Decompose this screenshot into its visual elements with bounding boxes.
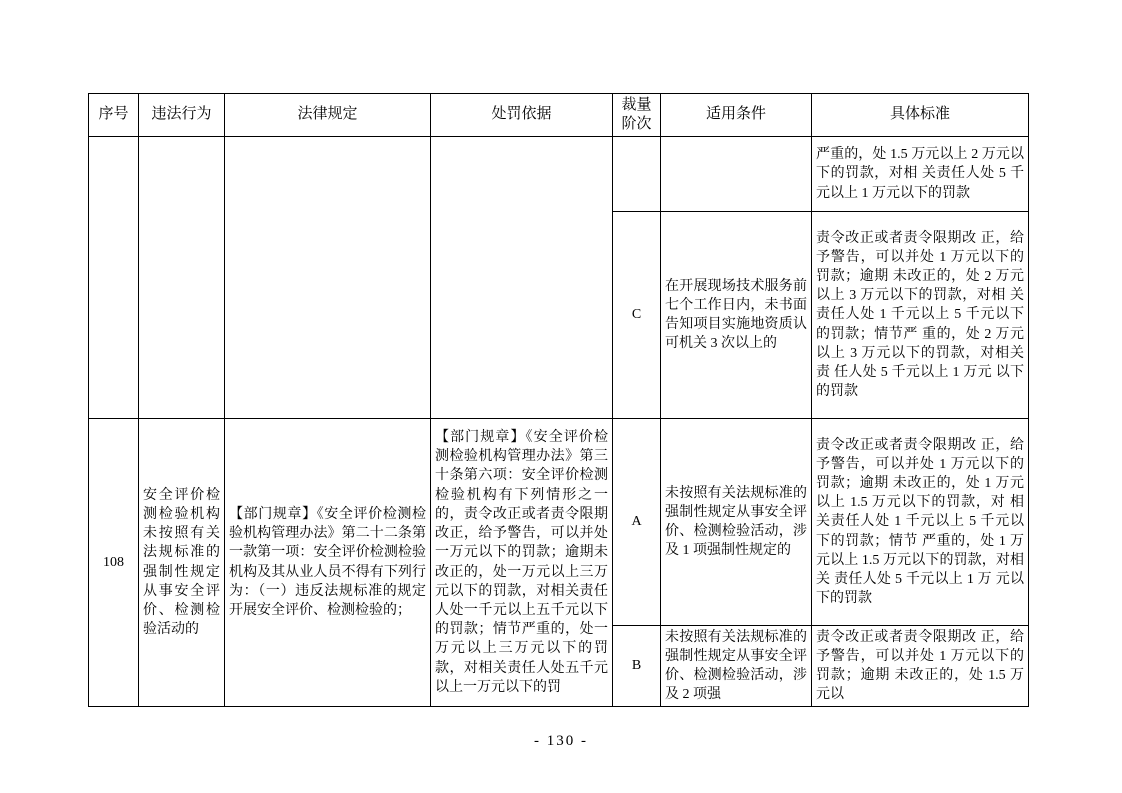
tier-c-grade-cell: C bbox=[613, 212, 661, 419]
carryover-severe-grade-cell bbox=[613, 137, 661, 212]
tier-c-standard-cell: 责令改正或者责令限期改 正，给予警告，可以并处 1 万元以下的罚款；逾期 未改正的，处 2 万元以上 3 万元以下的罚款，对相 关责任人处 1 千元以上 5 千元以下的罚款；情节严 重的，处 2 万元以上 3 万元以下的罚款，对相关责 任人处 5 千元以上 1 万元 以下的罚款 bbox=[812, 212, 1029, 419]
header-applicable-condition: 适用条件 bbox=[661, 94, 812, 137]
carryover-severe-tier-row bbox=[89, 137, 1029, 212]
header-penalty-basis: 处罚依据 bbox=[431, 94, 613, 137]
tier-b-grade-cell: B bbox=[613, 626, 661, 707]
header-legal-provision: 法律规定 bbox=[225, 94, 431, 137]
carryover-violation-cell bbox=[139, 137, 225, 419]
tier-a-grade-cell: A bbox=[613, 419, 661, 626]
tier-a-standard-cell: 责令改正或者责令限期改 正，给予警告，可以并处 1 万元以下的罚款；逾期 未改正的，处 1 万元以上 1.5 万元以下的罚款，对 相关责任人处 1 千元以上 5 千元以下的罚款；情节 严重的，处 1 万元以上 1.5 万元以下的罚款，对相关 责任人处 5 千元以上 1 万 元以下的罚款 bbox=[812, 419, 1029, 626]
carryover-legal-provision-cell bbox=[225, 137, 431, 419]
header-discretion-tier: 裁量阶次 bbox=[613, 94, 661, 137]
item-108-penalty-basis-cell: 【部门规章】《安全评价检测检验机构管理办法》第三十条第六项：安全评价检测检验机构有下列情形之一的，责令改正或者责令限期改正，给予警告，可以并处一万元以下的罚款；逾期未改正的，处一万元以上三万元以下的罚款，对相关责任人处一千元以上五千元以下的罚款；情节严重的，处一万元以上三万元以下的罚款，对相关责任人处五千元以上一万元以下的罚 bbox=[431, 419, 613, 707]
tier-b-condition-cell: 未按照有关法规标准的强制性规定从事安全评价、检测检验活动，涉及 2 项强 bbox=[661, 626, 812, 707]
item-108-violation-cell: 安全评价检测检验机构未按照有关法规标准的强制性规定从事安全评价、检测检验活动的 bbox=[139, 419, 225, 707]
item-108-legal-provision-cell: 【部门规章】《安全评价检测检验机构管理办法》第二十二条第一款第一项：安全评价检测检验机构及其从业人员不得有下列行为：（一）违反法规标准的规定开展安全评价、检测检验的； bbox=[225, 419, 431, 707]
item-108-tier-a-row bbox=[89, 419, 1029, 626]
carryover-severe-condition-cell bbox=[661, 137, 812, 212]
carryover-penalty-basis-cell bbox=[431, 137, 613, 419]
page-number: - 130 - bbox=[534, 733, 588, 749]
carryover-serial-cell bbox=[89, 137, 139, 419]
tier-c-condition-cell: 在开展现场技术服务前七个工作日内，未书面告知项目实施地资质认可机关 3 次以上的 bbox=[661, 212, 812, 419]
item-108-serial-cell: 108 bbox=[89, 419, 139, 707]
table-header-row bbox=[89, 94, 1029, 137]
penalty-discretion-table bbox=[88, 93, 1029, 707]
tier-b-standard-cell: 责令改正或者责令限期改 正，给予警告，可以并处 1 万元以下的罚款；逾期 未改正的，处 1.5 万元以 bbox=[812, 626, 1029, 707]
tier-a-condition-cell: 未按照有关法规标准的强制性规定从事安全评价、检测检验活动，涉及 1 项强制性规定的 bbox=[661, 419, 812, 626]
header-illegal-act: 违法行为 bbox=[139, 94, 225, 137]
header-serial-number: 序号 bbox=[89, 94, 139, 137]
carryover-severe-standard-cell: 严重的，处 1.5 万元以上 2 万元以下的罚款，对相 关责任人处 5 千元以上 1 万元以下的罚款 bbox=[812, 137, 1029, 212]
header-specific-standard: 具体标准 bbox=[812, 94, 1029, 137]
